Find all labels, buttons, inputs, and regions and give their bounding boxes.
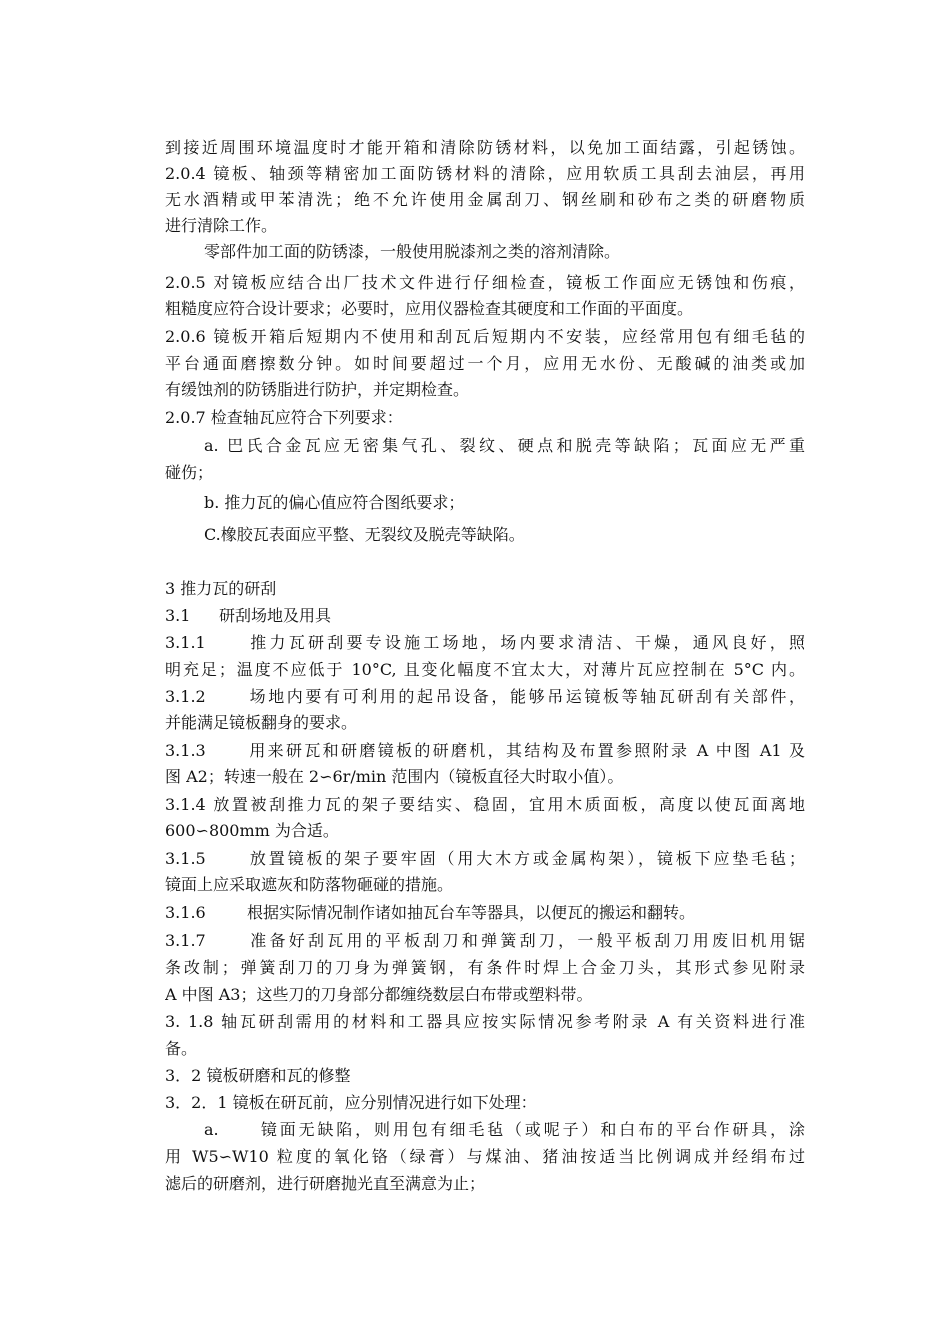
- section-number: 3.1.5: [165, 849, 206, 868]
- text-line: 并能满足镜板翻身的要求。: [165, 713, 358, 732]
- list-item-a: a. 镜面无缺陷，则用包有细毛毡（或呢子）和白布的平台作研具，涂: [204, 1117, 805, 1143]
- text-line: 3.1.7 准备好刮瓦用的平板刮刀和弹簧刮刀，一般平板刮刀用废旧机用锯: [165, 928, 805, 954]
- subsection-heading: 3.1 研刮场地及用具: [165, 603, 805, 629]
- list-item-b: b. 推力瓦的偏心值应符合图纸要求；: [204, 493, 465, 512]
- section-number: 3.1.7: [165, 931, 206, 950]
- text-line: 2.0.5 对镜板应结合出厂技术文件进行仔细检查，镜板工作面应无锈蚀和伤痕，: [165, 273, 805, 292]
- section-heading: 3 推力瓦的研刮: [165, 579, 277, 598]
- text-line: 2.0.4 镜板、轴颈等精密加工面防锈材料的清除，应用软质工具刮去油层，再用: [165, 164, 805, 183]
- section-number: 3.1: [165, 606, 191, 625]
- text-line: 3.1.5 放置镜板的架子要牢固（用大木方或金属构架），镜板下应垫毛毡；: [165, 846, 805, 872]
- text-line: 平台通面磨擦数分钟。如时间要超过一个月，应用无水份、无酸碱的油类或加: [165, 354, 805, 373]
- text-line: 3.1.4 放置被刮推力瓦的架子要结实、稳固，宜用木质面板，高度以使瓦面离地: [165, 795, 805, 814]
- text-line: 备。: [165, 1039, 198, 1058]
- text-line: 3.1.3 用来研瓦和研磨镜板的研磨机，其结构及布置参照附录 A 中图 A1 及: [165, 738, 805, 764]
- text-line: 滤后的研磨剂，进行研磨抛光直至满意为止；: [165, 1174, 486, 1193]
- subsection-heading: 3．2 镜板研磨和瓦的修整: [165, 1066, 351, 1085]
- section-number: 3.1.6: [165, 903, 206, 922]
- list-item-a: a. 巴氏合金瓦应无密集气孔、裂纹、硬点和脱壳等缺陷；瓦面应无严重: [204, 436, 805, 455]
- text-line: 进行清除工作。: [165, 216, 278, 235]
- text-line: 零部件加工面的防锈漆，一般使用脱漆剂之类的溶剂清除。: [204, 242, 621, 261]
- text-line: 3.1.2 场地内要有可利用的起吊设备，能够吊运镜板等轴瓦研刮有关部件，: [165, 684, 805, 710]
- list-item-c: C.橡胶瓦表面应平整、无裂纹及脱壳等缺陷。: [204, 525, 525, 544]
- text-line: A 中图 A3；这些刀的刀身部分都缠绕数层白布带或塑料带。: [165, 985, 593, 1004]
- text-line: 有缓蚀剂的防锈脂进行防护，并定期检查。: [165, 380, 470, 399]
- section-number: 3.1.3: [165, 741, 206, 760]
- text-line: 3. 1.8 轴瓦研刮需用的材料和工器具应按实际情况参考附录 A 有关资料进行准: [165, 1012, 805, 1031]
- text-line: 图 A2；转速一般在 2∽6r/min 范围内（镜板直径大时取小值）。: [165, 767, 624, 786]
- text-line: 条改制；弹簧刮刀的刀身为弹簧钢，有条件时焊上合金刀头，其形式参见附录: [165, 958, 805, 977]
- text-line: 2.0.6 镜板开箱后短期内不使用和刮瓦后短期内不安装，应经常用包有细毛毡的: [165, 327, 805, 346]
- section-number: 3.1.2: [165, 687, 206, 706]
- text-line: 粗糙度应符合设计要求；必要时，应用仪器检查其硬度和工作面的平面度。: [165, 299, 694, 318]
- list-marker: a.: [204, 1120, 219, 1139]
- text-line: 3.1.1 推力瓦研刮要专设施工场地，场内要求清洁、干燥，通风良好，照: [165, 630, 805, 656]
- text-line: 3.1.6 根据实际情况制作诸如抽瓦台车等器具，以便瓦的搬运和翻转。: [165, 900, 805, 926]
- text-line: 镜面上应采取遮灰和防落物砸碰的措施。: [165, 875, 454, 894]
- text-line: 碰伤；: [165, 463, 214, 482]
- text-line: 用 W5∽W10 粒度的氧化铬（绿膏）与煤油、猪油按适当比例调成并经绢布过: [165, 1147, 805, 1166]
- text-line: 明充足；温度不应低于 10°C, 且变化幅度不宜太大，对薄片瓦应控制在 5°C 内。: [165, 660, 805, 679]
- section-number: 3.1.1: [165, 633, 206, 652]
- text-line: 到接近周围环境温度时才能开箱和清除防锈材料，以免加工面结露，引起锈蚀。: [165, 138, 805, 157]
- text-line: 3．2．1 镜板在研瓦前，应分别情况进行如下处理：: [165, 1093, 537, 1112]
- text-line: 600∽800mm 为合适。: [165, 821, 339, 840]
- text-line: 2.0.7 检查轴瓦应符合下列要求：: [165, 408, 403, 427]
- text-line: 无水酒精或甲苯清洗；绝不允许使用金属刮刀、钢丝刷和砂布之类的研磨物质: [165, 190, 805, 209]
